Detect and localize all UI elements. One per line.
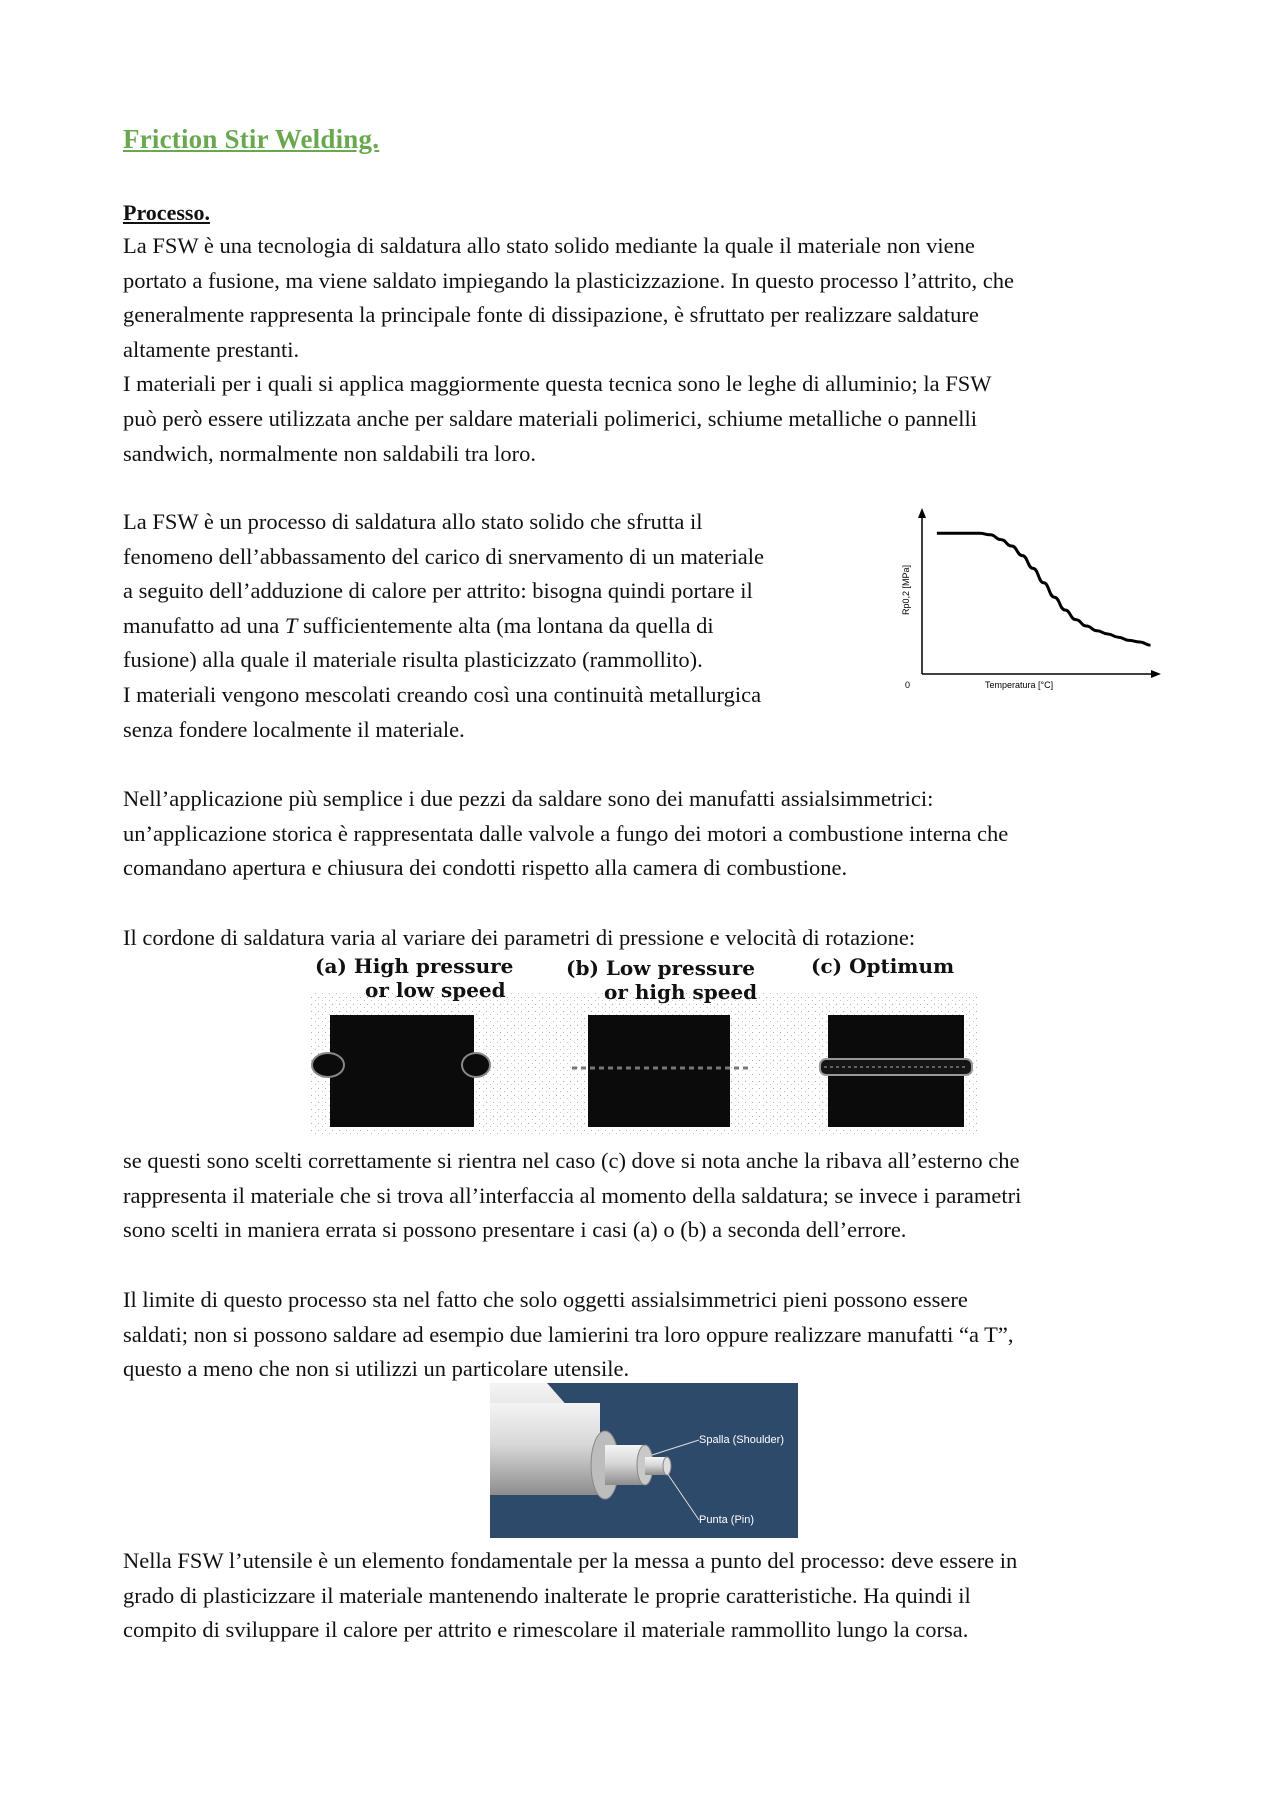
text-line: saldati; non si possono saldare ad esempio due lamierini tra loro oppure realizzare manufatti “a T”, — [123, 1321, 1014, 1347]
text-line: comandano apertura e chiusura dei condotti rispetto alla camera di combustione. — [123, 855, 848, 881]
variable-T: T — [284, 612, 298, 638]
document-title: Friction Stir Welding. — [123, 124, 380, 154]
caption-a-line1: (a) High pressure — [315, 954, 514, 978]
fsw-tool-figure — [337, 1383, 952, 1538]
text-line: compito di sviluppare il calore per attrito e rimescolare il materiale rammollito lungo la corsa. — [123, 1617, 969, 1643]
paragraph-application — [123, 782, 1008, 886]
text-line: I materiali per i quali si applica maggiormente questa tecnica sono le leghe di alluminio; la FSW — [123, 371, 992, 397]
text-line: Nell’applicazione più semplice i due pezzi da saldare sono dei manufatti assialsimmetrici: — [123, 786, 934, 811]
text-line: Il limite di questo processo sta nel fatto che solo oggetti assialsimmetrici pieni possono essere — [123, 1287, 968, 1312]
text-fragment: manufatto ad una — [123, 612, 285, 638]
text-line: altamente prestanti. — [123, 336, 300, 362]
text-line: fusione) alla quale il materiale risulta plasticizzato (rammollito). — [123, 647, 703, 673]
weld-sample-c — [820, 1015, 972, 1127]
x-axis-arrow — [1151, 670, 1161, 678]
yield-strength-chart — [895, 500, 1170, 700]
caption-a-line2: or low speed — [365, 978, 506, 1002]
text-line: Il cordone di saldatura varia al variare dei parametri di pressione e velocità di rotazione: — [123, 925, 916, 950]
text-line: può però essere utilizzata anche per saldare materiali polimerici, schiume metalliche o pannelli — [123, 405, 978, 431]
paragraph-limits — [123, 1283, 1014, 1387]
text-line: grado di plasticizzare il materiale mantenendo inalterate le proprie caratteristiche. Ha quindi il — [123, 1582, 971, 1608]
x-axis-label: Temperatura [°C] — [985, 680, 1054, 690]
text-line: La FSW è una tecnologia di saldatura allo stato solido mediante la quale il materiale non viene — [123, 233, 975, 258]
y-axis-label: Rp0,2 [MPa] — [901, 564, 911, 615]
paragraph-weld-bead — [123, 921, 915, 956]
pin-label: Punta (Pin) — [699, 1514, 755, 1526]
paragraph-tool — [123, 1544, 1017, 1648]
text-line: se questi sono scelti correttamente si rientra nel caso (c) dove si nota anche la ribava all’esterno che — [123, 1148, 1020, 1173]
weld-sample-a — [312, 1015, 490, 1127]
text-line: a seguito dell’adduzione di calore per attrito: bisogna quindi portare il — [123, 578, 753, 604]
text-line: questo a meno che non si utilizzi un particolare utensile. — [123, 1356, 630, 1382]
caption-b-line2: or high speed — [604, 980, 758, 1004]
caption-b-line1: (b) Low pressure — [566, 956, 756, 980]
shoulder-label: Spalla (Shoulder) — [699, 1434, 784, 1446]
text-line: generalmente rappresenta la principale fonte di dissipazione, è sfruttato per realizzare saldature — [123, 302, 979, 328]
weld-bead-figure — [310, 953, 980, 1135]
y-axis-arrow — [918, 508, 926, 518]
text-line: sono scelti in maniera errata si possono presentare i casi (a) o (b) a seconda dell’errore. — [123, 1217, 907, 1243]
origin-label: 0 — [905, 680, 911, 690]
text-line: un’applicazione storica è rappresentata dalle valvole a fungo dei motori a combustione interna che — [123, 820, 1009, 846]
text-line — [123, 609, 764, 644]
paragraph-intro — [123, 229, 1014, 471]
weld-sample-b — [572, 1015, 748, 1127]
paragraph-parameters — [123, 1144, 1021, 1248]
text-line: portato a fusione, ma viene saldato impiegando la plasticizzazione. In questo processo l’attrito, che — [123, 267, 1014, 293]
text-line: sandwich, normalmente non saldabili tra loro. — [123, 440, 537, 466]
text-fragment: sufficientemente alta (ma lontana da quella di — [297, 612, 714, 638]
caption-c: (c) Optimum — [811, 954, 955, 978]
text-line: Nella FSW l’utensile è un elemento fondamentale per la messa a punto del processo: deve essere in — [123, 1548, 1018, 1573]
text-line: fenomeno dell’abbassamento del carico di snervamento di un materiale — [123, 543, 765, 569]
text-line: I materiali vengono mescolati creando così una continuità metallurgica — [123, 681, 762, 707]
paragraph-solid-state — [123, 505, 764, 747]
section-heading: Processo. — [123, 200, 210, 225]
text-line: senza fondere localmente il materiale. — [123, 716, 465, 742]
text-line: rappresenta il materiale che si trova all’interfaccia al momento della saldatura; se invece i parametri — [123, 1182, 1022, 1208]
yield-curve — [937, 533, 1151, 645]
text-line: La FSW è un processo di saldatura allo stato solido che sfrutta il — [123, 509, 703, 534]
